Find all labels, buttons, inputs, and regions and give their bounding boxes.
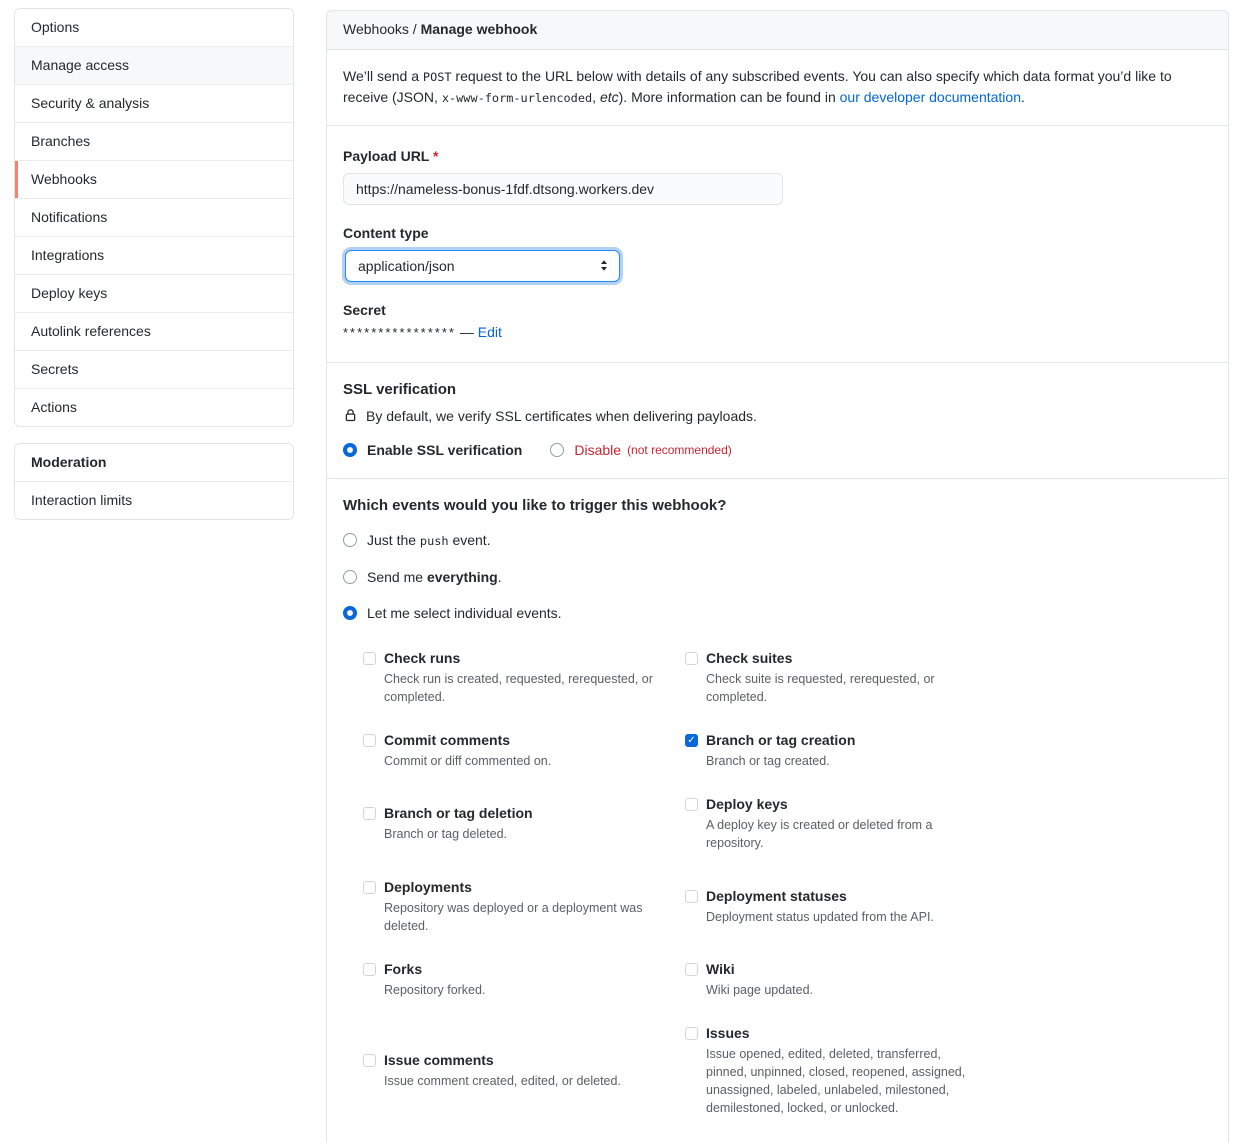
post-code: POST	[422, 69, 452, 84]
event-text	[706, 795, 981, 852]
content-type-select[interactable]	[345, 250, 620, 282]
event-trigger-option-0[interactable]	[343, 530, 1212, 551]
event-description: Repository was deployed or a deployment was deleted.	[384, 900, 643, 933]
disable-ssl-radio[interactable]	[550, 443, 564, 457]
urlencoded-code: x-www-form-urlencoded	[441, 91, 593, 106]
secret-edit-link[interactable]: Edit	[477, 323, 502, 340]
event-trigger-radio-0[interactable]	[343, 533, 357, 547]
event-checkbox[interactable]	[685, 963, 698, 976]
event-description: Wiki page updated.	[706, 982, 814, 997]
individual-events-grid	[363, 649, 1007, 1118]
developer-docs-link[interactable]: our developer documentation	[839, 89, 1021, 106]
content-type-label: Content type	[343, 224, 429, 241]
event-text	[706, 960, 813, 999]
event-text	[384, 878, 659, 935]
event-item-branch-or-tag-deletion[interactable]	[363, 804, 685, 843]
event-row	[363, 649, 1007, 706]
event-checkbox[interactable]	[363, 881, 376, 894]
event-label: Check runs	[384, 649, 461, 666]
sidebar-item-autolink-references[interactable]: Autolink references	[15, 312, 293, 350]
event-row	[363, 960, 1007, 999]
event-label: Issue comments	[384, 1052, 494, 1069]
event-checkbox[interactable]	[363, 963, 376, 976]
breadcrumb-separator: /	[408, 21, 421, 37]
event-text	[384, 649, 659, 706]
event-label: Issues	[706, 1024, 750, 1041]
event-text	[384, 960, 485, 999]
intro-part: .	[1020, 89, 1025, 106]
event-trigger-radio-1[interactable]	[343, 570, 357, 584]
event-row	[363, 878, 1007, 935]
ssl-radio-group	[343, 442, 1212, 458]
event-text	[706, 1024, 981, 1118]
event-label: Wiki	[706, 960, 735, 977]
lock-icon	[343, 408, 358, 423]
sidebar-item-notifications[interactable]: Notifications	[15, 198, 293, 236]
event-item-check-runs[interactable]	[363, 649, 685, 706]
event-description: Check run is created, requested, rerequested, or completed.	[384, 671, 653, 705]
event-description: Issue comment created, edited, or deleted.	[384, 1074, 621, 1089]
event-description: A deploy key is created or deleted from a repository.	[706, 818, 933, 851]
etc-emphasis: etc	[599, 89, 619, 106]
event-description: Issue opened, edited, deleted, transferred, pinned, unpinned, closed, reopened, assigned, unassigned, labeled, unlabeled, milestoned, demilestoned, locked, or unlocked.	[706, 1046, 966, 1116]
ssl-note-row	[343, 408, 1212, 424]
sidebar-section-moderation	[14, 443, 294, 520]
event-checkbox[interactable]	[685, 890, 698, 903]
disable-ssl-option[interactable]	[550, 442, 731, 458]
sidebar-item-manage-access[interactable]: Manage access	[15, 46, 293, 84]
event-trigger-radio-2[interactable]	[343, 606, 357, 620]
sidebar-item-security-analysis[interactable]: Security & analysis	[15, 84, 293, 122]
select-arrows-icon	[599, 259, 609, 272]
event-item-deployments[interactable]	[363, 878, 685, 935]
event-description: Repository forked.	[384, 982, 486, 997]
event-checkbox[interactable]	[685, 798, 698, 811]
required-asterisk: *	[433, 147, 439, 164]
event-checkbox[interactable]: ✓	[685, 734, 698, 747]
intro-text	[327, 50, 1228, 126]
events-section	[327, 479, 1228, 1143]
event-label: Deployment statuses	[706, 887, 847, 904]
payload-url-input[interactable]	[343, 173, 783, 205]
event-trigger-option-1[interactable]	[343, 567, 1212, 587]
secret-label: Secret	[343, 301, 386, 318]
ssl-verification-section	[327, 363, 1228, 479]
event-row	[363, 731, 1007, 770]
events-question: Which events would you like to trigger this webhook?	[343, 496, 727, 514]
disable-ssl-note: (not recommended)	[627, 442, 732, 457]
event-description: Commit or diff commented on.	[384, 754, 552, 769]
event-item-issue-comments[interactable]	[363, 1051, 685, 1090]
event-trigger-label: Let me select individual events.	[367, 604, 562, 621]
sidebar-item-options[interactable]: Options	[15, 9, 293, 46]
sidebar-item-branches[interactable]: Branches	[15, 122, 293, 160]
event-description: Branch or tag created.	[706, 754, 830, 769]
event-text	[706, 649, 981, 706]
secret-masked-value: ****************	[343, 324, 456, 340]
sidebar-item-moderation: Moderation	[15, 444, 293, 481]
event-item-deploy-keys[interactable]	[685, 795, 1007, 852]
intro-part: We’ll send a	[343, 67, 423, 84]
event-item-check-suites[interactable]	[685, 649, 1007, 706]
ssl-title: SSL verification	[343, 380, 457, 398]
event-label: Commit comments	[384, 732, 511, 749]
sidebar-item-interaction-limits[interactable]: Interaction limits	[15, 481, 293, 519]
payload-url-label-text: Payload URL	[343, 147, 430, 164]
sidebar-item-integrations[interactable]: Integrations	[15, 236, 293, 274]
event-text	[384, 731, 551, 770]
event-description: Branch or tag deleted.	[384, 827, 507, 842]
event-checkbox[interactable]	[363, 734, 376, 747]
sidebar-item-deploy-keys[interactable]: Deploy keys	[15, 274, 293, 312]
event-trigger-label: Send me everything.	[367, 568, 502, 585]
payload-url-label	[343, 148, 1212, 164]
breadcrumb	[327, 11, 1228, 50]
sidebar-item-actions[interactable]: Actions	[15, 388, 293, 426]
enable-ssl-radio[interactable]	[343, 443, 357, 457]
breadcrumb-webhooks-link[interactable]: Webhooks	[343, 21, 409, 37]
event-item-commit-comments[interactable]	[363, 731, 685, 770]
sidebar-item-secrets[interactable]: Secrets	[15, 350, 293, 388]
intro-part: request to the URL below with details of any subscribed events. You can also specify which data format you’d like to receive (JSON,	[343, 67, 1172, 106]
event-item-forks[interactable]	[363, 960, 685, 999]
event-label: Check suites	[706, 649, 793, 666]
secret-separator: —	[455, 323, 478, 340]
event-checkbox[interactable]	[685, 652, 698, 665]
webhook-panel	[326, 10, 1229, 1143]
event-item-wiki[interactable]	[685, 960, 1007, 999]
event-item-branch-or-tag-creation[interactable]	[685, 731, 1007, 770]
enable-ssl-label: Enable SSL verification	[367, 441, 523, 458]
event-label: Deploy keys	[706, 796, 788, 813]
event-checkbox[interactable]	[685, 1027, 698, 1040]
content-type-selected-value: application/json	[358, 257, 455, 274]
sidebar-section-main	[14, 8, 294, 427]
event-label: Deployments	[384, 878, 472, 895]
page-title: Manage webhook	[420, 21, 538, 37]
event-checkbox[interactable]	[363, 1054, 376, 1067]
event-description: Deployment status updated from the API.	[706, 909, 934, 924]
event-trigger-options	[343, 530, 1212, 623]
ssl-note-text: By default, we verify SSL certificates when delivering payloads.	[366, 407, 757, 424]
event-trigger-label: Just the push event.	[367, 531, 491, 548]
webhook-form-section	[327, 126, 1228, 363]
sidebar-item-webhooks[interactable]: Webhooks	[15, 160, 293, 198]
disable-ssl-label: Disable	[574, 441, 622, 458]
secret-row	[343, 324, 1212, 346]
event-checkbox[interactable]	[363, 652, 376, 665]
event-text	[384, 804, 533, 843]
main-content	[326, 10, 1229, 1143]
event-item-issues[interactable]	[685, 1024, 1007, 1118]
event-text	[706, 887, 934, 926]
event-row	[363, 1024, 1007, 1118]
event-text	[384, 1051, 621, 1090]
event-description: Check suite is requested, rerequested, or completed.	[706, 671, 935, 705]
intro-part: ). More information can be found in	[618, 89, 840, 106]
event-label: Forks	[384, 960, 423, 977]
event-text	[706, 731, 855, 770]
event-item-deployment-statuses[interactable]	[685, 887, 1007, 926]
event-label: Branch or tag creation	[706, 732, 856, 749]
event-row	[363, 795, 1007, 852]
settings-sidebar	[14, 8, 294, 520]
intro-part: ,	[592, 89, 600, 106]
enable-ssl-option[interactable]	[343, 442, 522, 458]
event-label: Branch or tag deletion	[384, 805, 533, 822]
event-trigger-option-2[interactable]	[343, 603, 1212, 623]
event-checkbox[interactable]	[363, 807, 376, 820]
